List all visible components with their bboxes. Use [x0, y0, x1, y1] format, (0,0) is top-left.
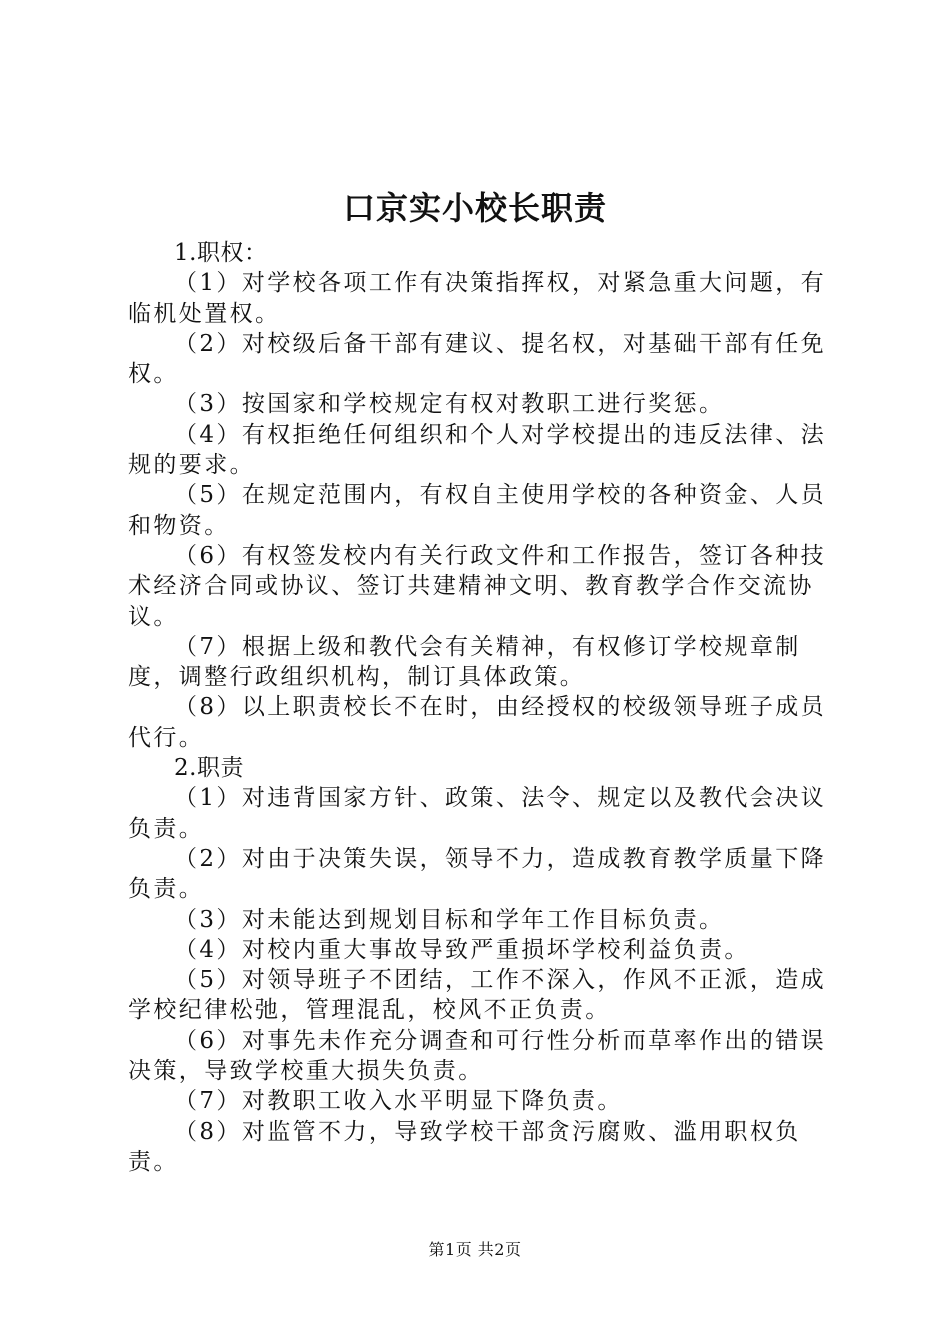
paragraph: （7）根据上级和教代会有关精神，有权修订学校规章制度，调整行政组织机构，制订具体政策。: [128, 633, 801, 691]
paragraph: （5）在规定范围内，有权自主使用学校的各种资金、人员和物资。: [128, 482, 827, 539]
paragraph: （6）有权签发校内有关行政文件和工作报告，签订各种技术经济合同或协议、签订共建精神文明、教育教学合作交流协议。: [128, 542, 827, 630]
paragraph: （2）对校级后备干部有建议、提名权，对基础干部有任免权。: [128, 330, 827, 388]
paragraph: （7）对教职工收入水平明显下降负责。: [174, 1088, 623, 1115]
paragraph: （2）对由于决策失误，领导不力，造成教育教学质量下降负责。: [128, 845, 827, 903]
paragraph: （8）以上职责校长不在时，由经授权的校级领导班子成员代行。: [128, 694, 827, 751]
paragraph: （8）对监管不力，导致学校干部贪污腐败、滥用职权负责。: [128, 1118, 801, 1175]
page-title: 口京实小校长职责: [342, 189, 607, 227]
paragraph: （5）对领导班子不团结，工作不深入，作风不正派，造成学校纪律松弛，管理混乱，校风不正负责。: [128, 967, 827, 1024]
document-body: [128, 238, 834, 1177]
paragraph: （1）对违背国家方针、政策、法令、规定以及教代会决议负责。: [128, 785, 827, 842]
paragraph: （3）对未能达到规划目标和学年工作目标负责。: [174, 906, 725, 933]
paragraph: （4）对校内重大事故导致严重损坏学校利益负责。: [174, 936, 750, 963]
paragraph: （4）有权拒绝任何组织和个人对学校提出的违反法律、法规的要求。: [128, 421, 827, 479]
section-heading-powers: 1.职权：: [174, 240, 268, 266]
paragraph: （3）按国家和学校规定有权对教职工进行奖惩。: [174, 391, 725, 418]
section-heading-duties: 2.职责: [174, 755, 244, 782]
paragraph: （6）对事先未作充分调查和可行性分析而草率作出的错误决策，导致学校重大损失负责。: [128, 1027, 827, 1085]
page-footer: 第1页 共2页: [428, 1240, 522, 1259]
paragraph: （1）对学校各项工作有决策指挥权，对紧急重大问题，有临机处置权。: [128, 270, 827, 327]
